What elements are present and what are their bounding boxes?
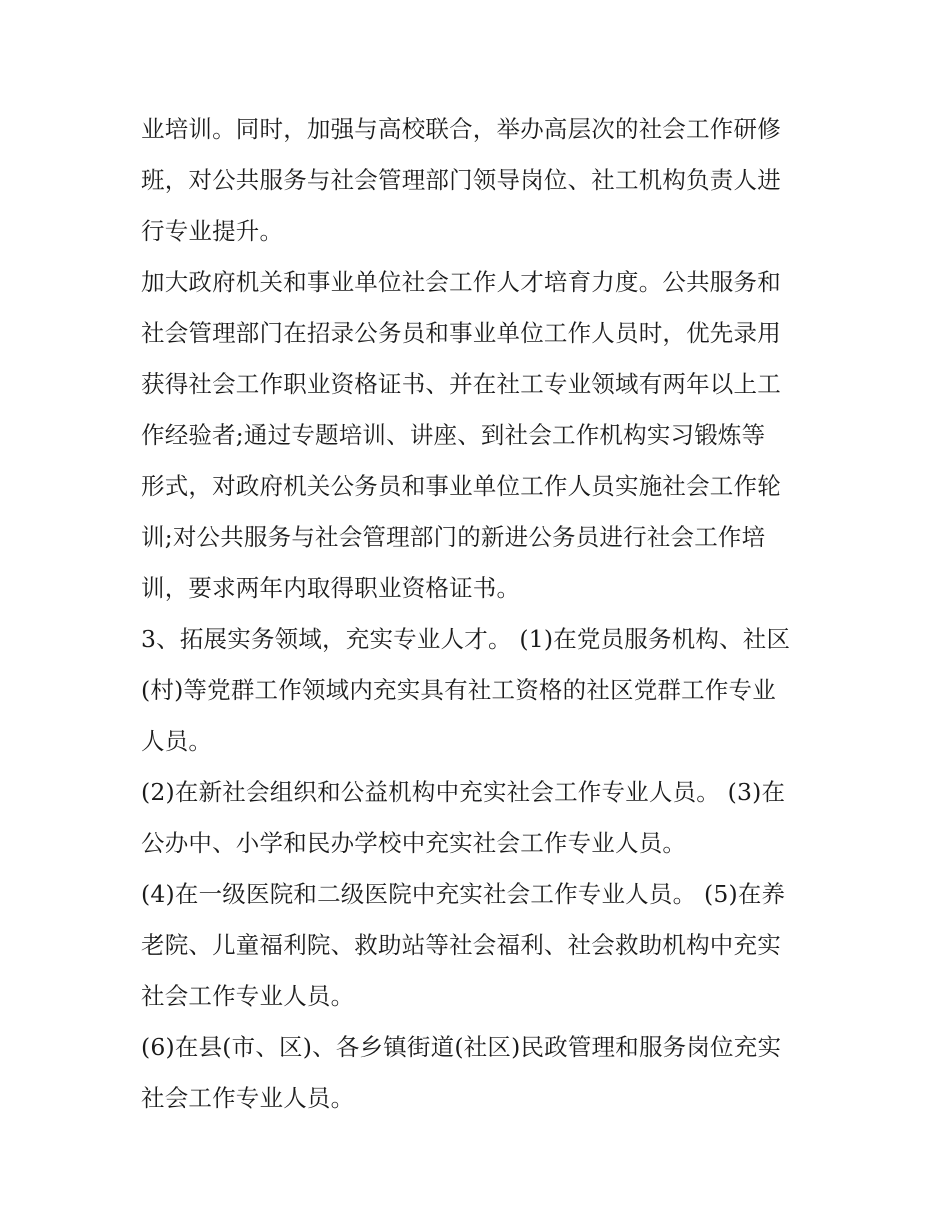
text-line: 人员。 [141,727,213,755]
text-line: 公办中、小学和民办学校中充实社会工作专业人员。 [141,829,687,857]
text-line: 班，对公共服务与社会管理部门领导岗位、社工机构负责人进 [141,166,781,194]
text-line: 老院、儿童福利院、救助站等社会福利、社会救助机构中充实 [141,931,781,959]
text-line: (村)等党群工作领域内充实具有社工资格的社区党群工作专业 [141,676,776,704]
text-line: 获得社会工作职业资格证书、并在社工专业领域有两年以上工 [141,370,781,398]
text-line: (2)在新社会组织和公益机构中充实社会工作专业人员。 (3)在 [141,778,786,806]
text-line: 加大政府机关和事业单位社会工作人才培育力度。公共服务和 [141,268,781,296]
text-line: 社会工作专业人员。 [141,982,355,1010]
text-line: 形式，对政府机关公务员和事业单位工作人员实施社会工作轮 [141,472,781,500]
text-line: 行专业提升。 [141,217,284,245]
text-line: 训;对公共服务与社会管理部门的新进公务员进行社会工作培 [141,523,766,551]
text-line: 训，要求两年内取得职业资格证书。 [141,574,521,602]
text-line: 作经验者;通过专题培训、讲座、到社会工作机构实习锻炼等 [141,421,766,449]
text-line: 3、拓展实务领域，充实专业人才。 (1)在党员服务机构、社区 [141,625,791,653]
text-line: 社会管理部门在招录公务员和事业单位工作人员时，优先录用 [141,319,781,347]
text-line: (6)在县(市、区)、各乡镇街道(社区)民政管理和服务岗位充实 [141,1033,782,1061]
text-line: 社会工作专业人员。 [141,1084,355,1112]
text-line: (4)在一级医院和二级医院中充实社会工作专业人员。 (5)在养 [141,880,786,908]
text-line: 业培训。同时，加强与高校联合，举办高层次的社会工作研修 [141,115,781,143]
